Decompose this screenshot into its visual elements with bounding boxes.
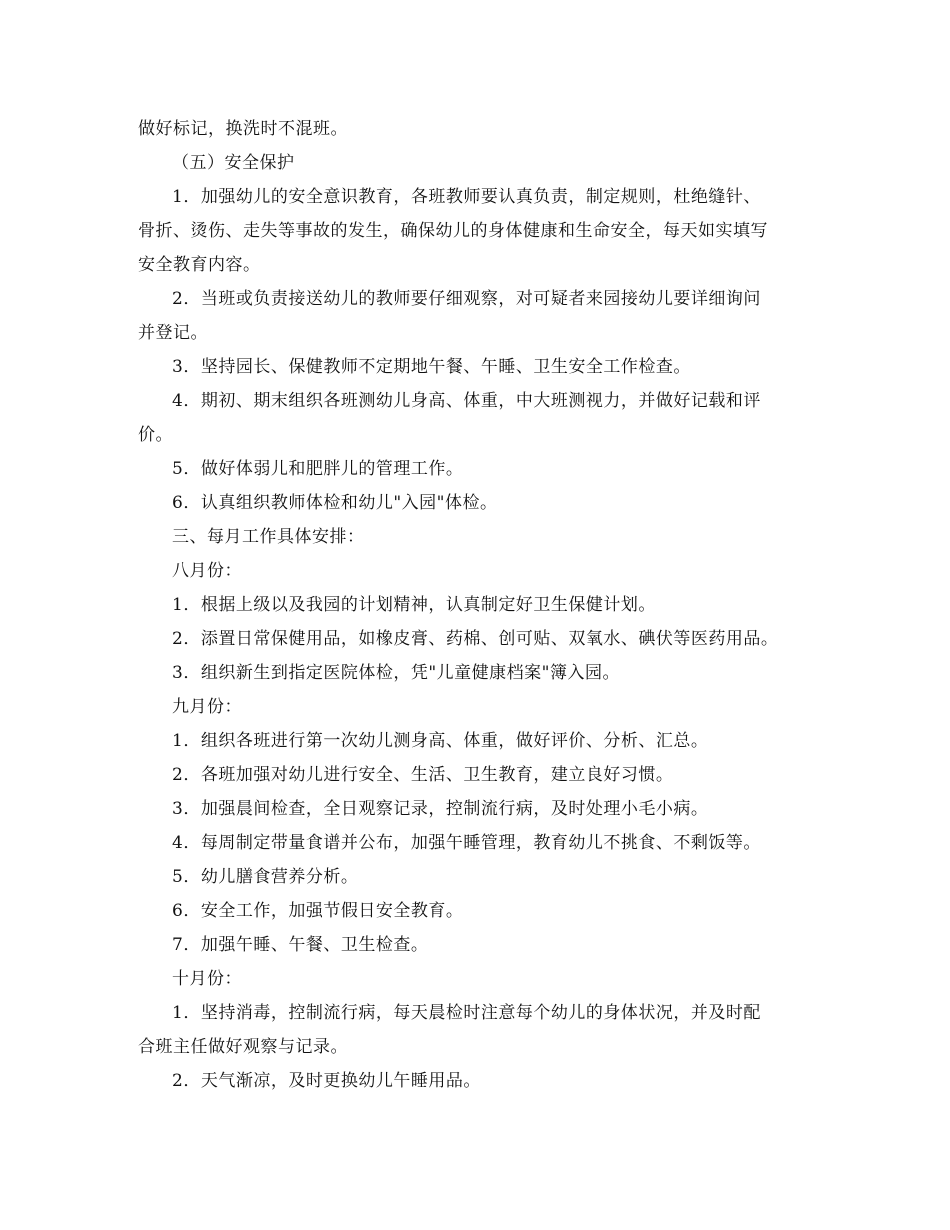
paragraph-line: 骨折、烫伤、走失等事故的发生，确保幼儿的身体健康和生命安全，每天如实填写 (138, 221, 768, 241)
paragraph-line: 安全教育内容。 (138, 255, 261, 275)
paragraph-line: 6．安全工作，加强节假日安全教育。 (172, 901, 464, 921)
paragraph-line: 7．加强午睡、午餐、卫生检查。 (172, 935, 429, 955)
paragraph-line: 1．根据上级以及我园的计划精神，认真制定好卫生保健计划。 (172, 595, 656, 615)
paragraph-line: 2．添置日常保健用品，如橡皮膏、药棉、创可贴、双氧水、碘伏等医药用品。 (172, 629, 779, 649)
paragraph-line: 5．做好体弱儿和肥胖儿的管理工作。 (172, 459, 464, 479)
month-heading: 九月份： (172, 697, 242, 717)
document-page (138, 112, 818, 1098)
paragraph-line: 3．加强晨间检查，全日观察记录，控制流行病，及时处理小毛小病。 (172, 799, 709, 819)
paragraph-line: 2．天气渐凉，及时更换幼儿午睡用品。 (172, 1071, 481, 1091)
paragraph-line: 并登记。 (138, 323, 208, 343)
section-heading: 三、每月工作具体安排： (172, 527, 365, 547)
paragraph-line: 做好标记，换洗时不混班。 (138, 119, 348, 139)
paragraph-line: 价。 (138, 425, 173, 445)
section-heading: （五）安全保护 (172, 153, 295, 173)
paragraph-line: 4．每周制定带量食谱并公布，加强午睡管理，教育幼儿不挑食、不剩饭等。 (172, 833, 761, 853)
paragraph-line: 2．各班加强对幼儿进行安全、生活、卫生教育，建立良好习惯。 (172, 765, 674, 785)
paragraph-line: 4．期初、期末组织各班测幼儿身高、体重，中大班测视力，并做好记载和评 (172, 391, 761, 411)
paragraph-line: 2．当班或负责接送幼儿的教师要仔细观察，对可疑者来园接幼儿要详细询问 (172, 289, 761, 309)
paragraph-line: 3．组织新生到指定医院体检，凭"儿童健康档案"簿入园。 (172, 663, 620, 683)
paragraph-line: 5．幼儿膳食营养分析。 (172, 867, 359, 887)
month-heading: 八月份： (172, 561, 242, 581)
paragraph-line: 1．坚持消毒，控制流行病，每天晨检时注意每个幼儿的身体状况，并及时配 (172, 1003, 761, 1023)
paragraph-line: 3．坚持园长、保健教师不定期地午餐、午睡、卫生安全工作检查。 (172, 357, 691, 377)
paragraph-line: 合班主任做好观察与记录。 (138, 1037, 348, 1057)
paragraph-line: 1．组织各班进行第一次幼儿测身高、体重，做好评价、分析、汇总。 (172, 731, 709, 751)
paragraph-line: 1．加强幼儿的安全意识教育，各班教师要认真负责，制定规则，杜绝缝针、 (172, 187, 761, 207)
month-heading: 十月份： (172, 969, 242, 989)
paragraph-line: 6．认真组织教师体检和幼儿"入园"体检。 (172, 493, 498, 513)
